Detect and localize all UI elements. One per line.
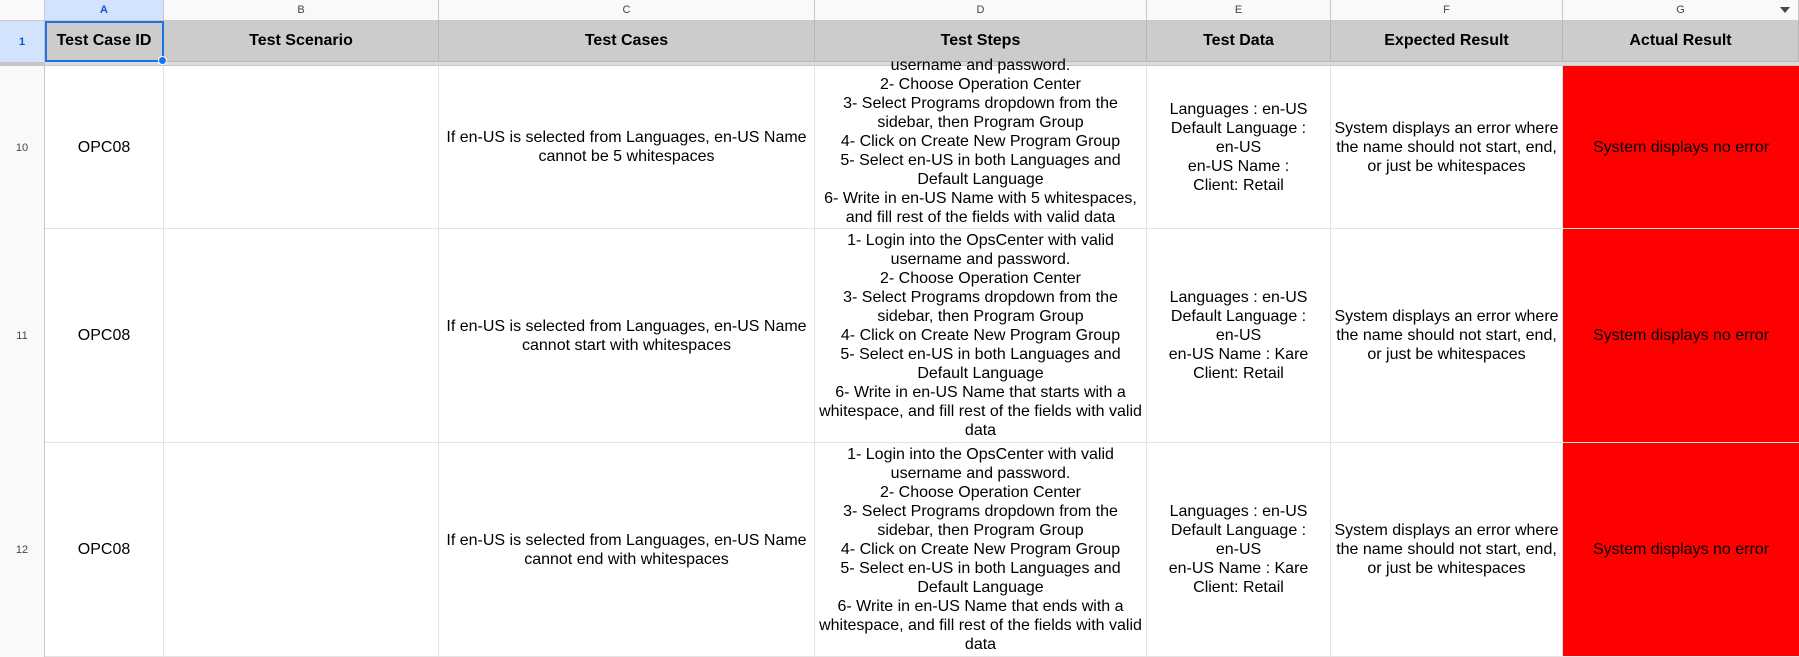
test-steps-text (818, 56, 1143, 227)
text-line: Default Language : (1170, 522, 1307, 539)
column-header-a[interactable]: A (45, 0, 164, 21)
column-header-d[interactable]: D (815, 0, 1147, 21)
cell-test-data[interactable] (1147, 229, 1331, 443)
cell-test-case[interactable] (439, 443, 815, 657)
cell-actual-result[interactable]: System displays no error (1563, 229, 1799, 443)
text-line: 5- Select en-US in both Languages and (840, 560, 1121, 577)
text-line: Default Language : (1170, 308, 1307, 325)
text-line: cannot be 5 whitespaces (538, 148, 715, 165)
text-line: or just be whitespaces (1367, 157, 1526, 175)
expected-result-text (1334, 119, 1559, 176)
text-line: or just be whitespaces (1367, 560, 1526, 577)
text-line: Client: Retail (1193, 579, 1284, 596)
text-line: username and password. (890, 251, 1071, 268)
text-line: System displays an error where (1334, 119, 1559, 137)
text-line: 4- Click on Create New Program Group (840, 541, 1121, 558)
cell-expected-result[interactable] (1331, 443, 1563, 657)
filter-dropdown-icon[interactable] (1780, 7, 1790, 13)
select-all-corner[interactable] (0, 0, 45, 21)
cell-test-scenario[interactable] (164, 66, 439, 229)
text-line: data (964, 636, 997, 653)
text-line: the name should not start, end, (1336, 541, 1557, 558)
cell-test-data[interactable] (1147, 66, 1331, 229)
cell-actual-result[interactable]: System displays no error (1563, 443, 1799, 657)
cell-test-scenario[interactable] (164, 229, 439, 443)
text-line: the name should not start, end, (1336, 138, 1557, 156)
test-steps-text (818, 445, 1143, 654)
test-data-text (1150, 288, 1327, 383)
text-line: 6- Write in en-US Name that starts with a (835, 384, 1126, 401)
column-header-e[interactable]: E (1147, 0, 1331, 21)
row-header-12[interactable]: 12 (0, 443, 45, 657)
cell-test-steps[interactable] (815, 443, 1147, 657)
text-line: cannot start with whitespaces (522, 336, 731, 354)
text-line: whitespace, and fill rest of the fields with valid (819, 403, 1142, 420)
text-line: en-US Name : (1187, 157, 1290, 175)
text-line: data (964, 422, 997, 439)
text-line: and fill rest of the fields with valid data (845, 209, 1116, 226)
cell-actual-result[interactable]: System displays no error (1563, 66, 1799, 229)
column-header-b[interactable]: B (164, 0, 439, 21)
text-line: 1- Login into the OpsCenter with valid (847, 446, 1114, 463)
text-line: Default Language : (1170, 119, 1307, 137)
text-line: en-US Name : Kare (1168, 346, 1309, 363)
text-line: 4- Click on Create New Program Group (840, 133, 1121, 150)
text-line: 2- Choose Operation Center (880, 484, 1081, 501)
header-cell-test-steps[interactable]: Test Steps (815, 21, 1147, 62)
text-line: 2- Choose Operation Center (880, 270, 1081, 287)
cell-test-steps[interactable] (815, 57, 1147, 229)
text-line: the name should not start, end, (1336, 327, 1557, 344)
cell-test-case-id[interactable]: OPC08 (45, 443, 164, 657)
header-cell-test-scenario[interactable]: Test Scenario (164, 21, 439, 62)
text-line: 5- Select en-US in both Languages and (840, 346, 1121, 363)
text-line: System displays an error where (1334, 522, 1559, 539)
text-line: sidebar, then Program Group (877, 114, 1084, 131)
text-line: Client: Retail (1193, 176, 1284, 194)
header-cell-test-cases[interactable]: Test Cases (439, 21, 815, 62)
text-line: cannot end with whitespaces (524, 550, 729, 568)
text-line: If en-US is selected from Languages, en-US Name (446, 317, 807, 335)
header-cell-test-data[interactable]: Test Data (1147, 21, 1331, 62)
text-line: or just be whitespaces (1367, 346, 1526, 363)
text-line: 6- Write in en-US Name that ends with a (837, 598, 1124, 615)
text-line: 2- Choose Operation Center (880, 76, 1081, 93)
cell-test-scenario[interactable] (164, 443, 439, 657)
row-header-1[interactable]: 1 (0, 21, 45, 62)
test-case-text (442, 317, 811, 355)
header-cell-expected-result[interactable]: Expected Result (1331, 21, 1563, 62)
text-line: Client: Retail (1193, 365, 1284, 382)
text-line: en-US (1215, 138, 1262, 156)
column-header-f[interactable]: F (1331, 0, 1563, 21)
header-cell-actual-result[interactable]: Actual Result (1563, 21, 1799, 62)
cell-expected-result[interactable] (1331, 66, 1563, 229)
text-line: Default Language (917, 365, 1044, 382)
text-line: Default Language (917, 579, 1044, 596)
test-data-text (1150, 100, 1327, 195)
text-line: 3- Select Programs dropdown from the (843, 503, 1118, 520)
text-line: sidebar, then Program Group (877, 522, 1084, 539)
text-line: 4- Click on Create New Program Group (840, 327, 1121, 344)
test-case-text (442, 531, 811, 569)
text-line: Languages : en-US (1169, 503, 1308, 520)
cell-test-case-id[interactable]: OPC08 (45, 229, 164, 443)
header-cell-test-case-id[interactable]: Test Case ID (45, 21, 164, 62)
text-line: en-US Name : Kare (1168, 560, 1309, 577)
text-line: en-US (1215, 541, 1262, 558)
cell-test-case[interactable] (439, 66, 815, 229)
test-data-text (1150, 502, 1327, 597)
text-line: Languages : en-US (1169, 100, 1308, 118)
column-header-c[interactable]: C (439, 0, 815, 21)
row-header-10[interactable]: 10 (0, 66, 45, 229)
cell-test-case[interactable] (439, 229, 815, 443)
cell-test-data[interactable] (1147, 443, 1331, 657)
row-header-11[interactable]: 11 (0, 229, 45, 443)
text-line: sidebar, then Program Group (877, 308, 1084, 325)
text-line: 5- Select en-US in both Languages and (840, 152, 1121, 169)
text-line: username and password. (890, 57, 1071, 74)
text-line: Languages : en-US (1169, 289, 1308, 306)
text-line: Default Language (917, 171, 1044, 188)
cell-test-steps[interactable] (815, 229, 1147, 443)
cell-test-case-id[interactable]: OPC08 (45, 66, 164, 229)
cell-expected-result[interactable] (1331, 229, 1563, 443)
text-line: If en-US is selected from Languages, en-US Name (446, 531, 807, 549)
text-line: 3- Select Programs dropdown from the (843, 95, 1118, 112)
text-line: en-US (1215, 327, 1262, 344)
text-line: username and password. (890, 465, 1071, 482)
column-header-g[interactable] (1563, 0, 1799, 21)
test-steps-text (818, 231, 1143, 440)
test-case-text (442, 128, 811, 166)
text-line: 3- Select Programs dropdown from the (843, 289, 1118, 306)
text-line: 1- Login into the OpsCenter with valid (847, 232, 1114, 249)
expected-result-text (1334, 307, 1559, 364)
text-line: whitespace, and fill rest of the fields with valid (819, 617, 1142, 634)
text-line: System displays an error where (1334, 308, 1559, 325)
text-line: If en-US is selected from Languages, en-US Name (446, 129, 807, 146)
column-g-letter: G (1676, 4, 1685, 16)
text-line: 6- Write in en-US Name with 5 whitespaces, (824, 190, 1137, 207)
expected-result-text (1334, 521, 1559, 578)
